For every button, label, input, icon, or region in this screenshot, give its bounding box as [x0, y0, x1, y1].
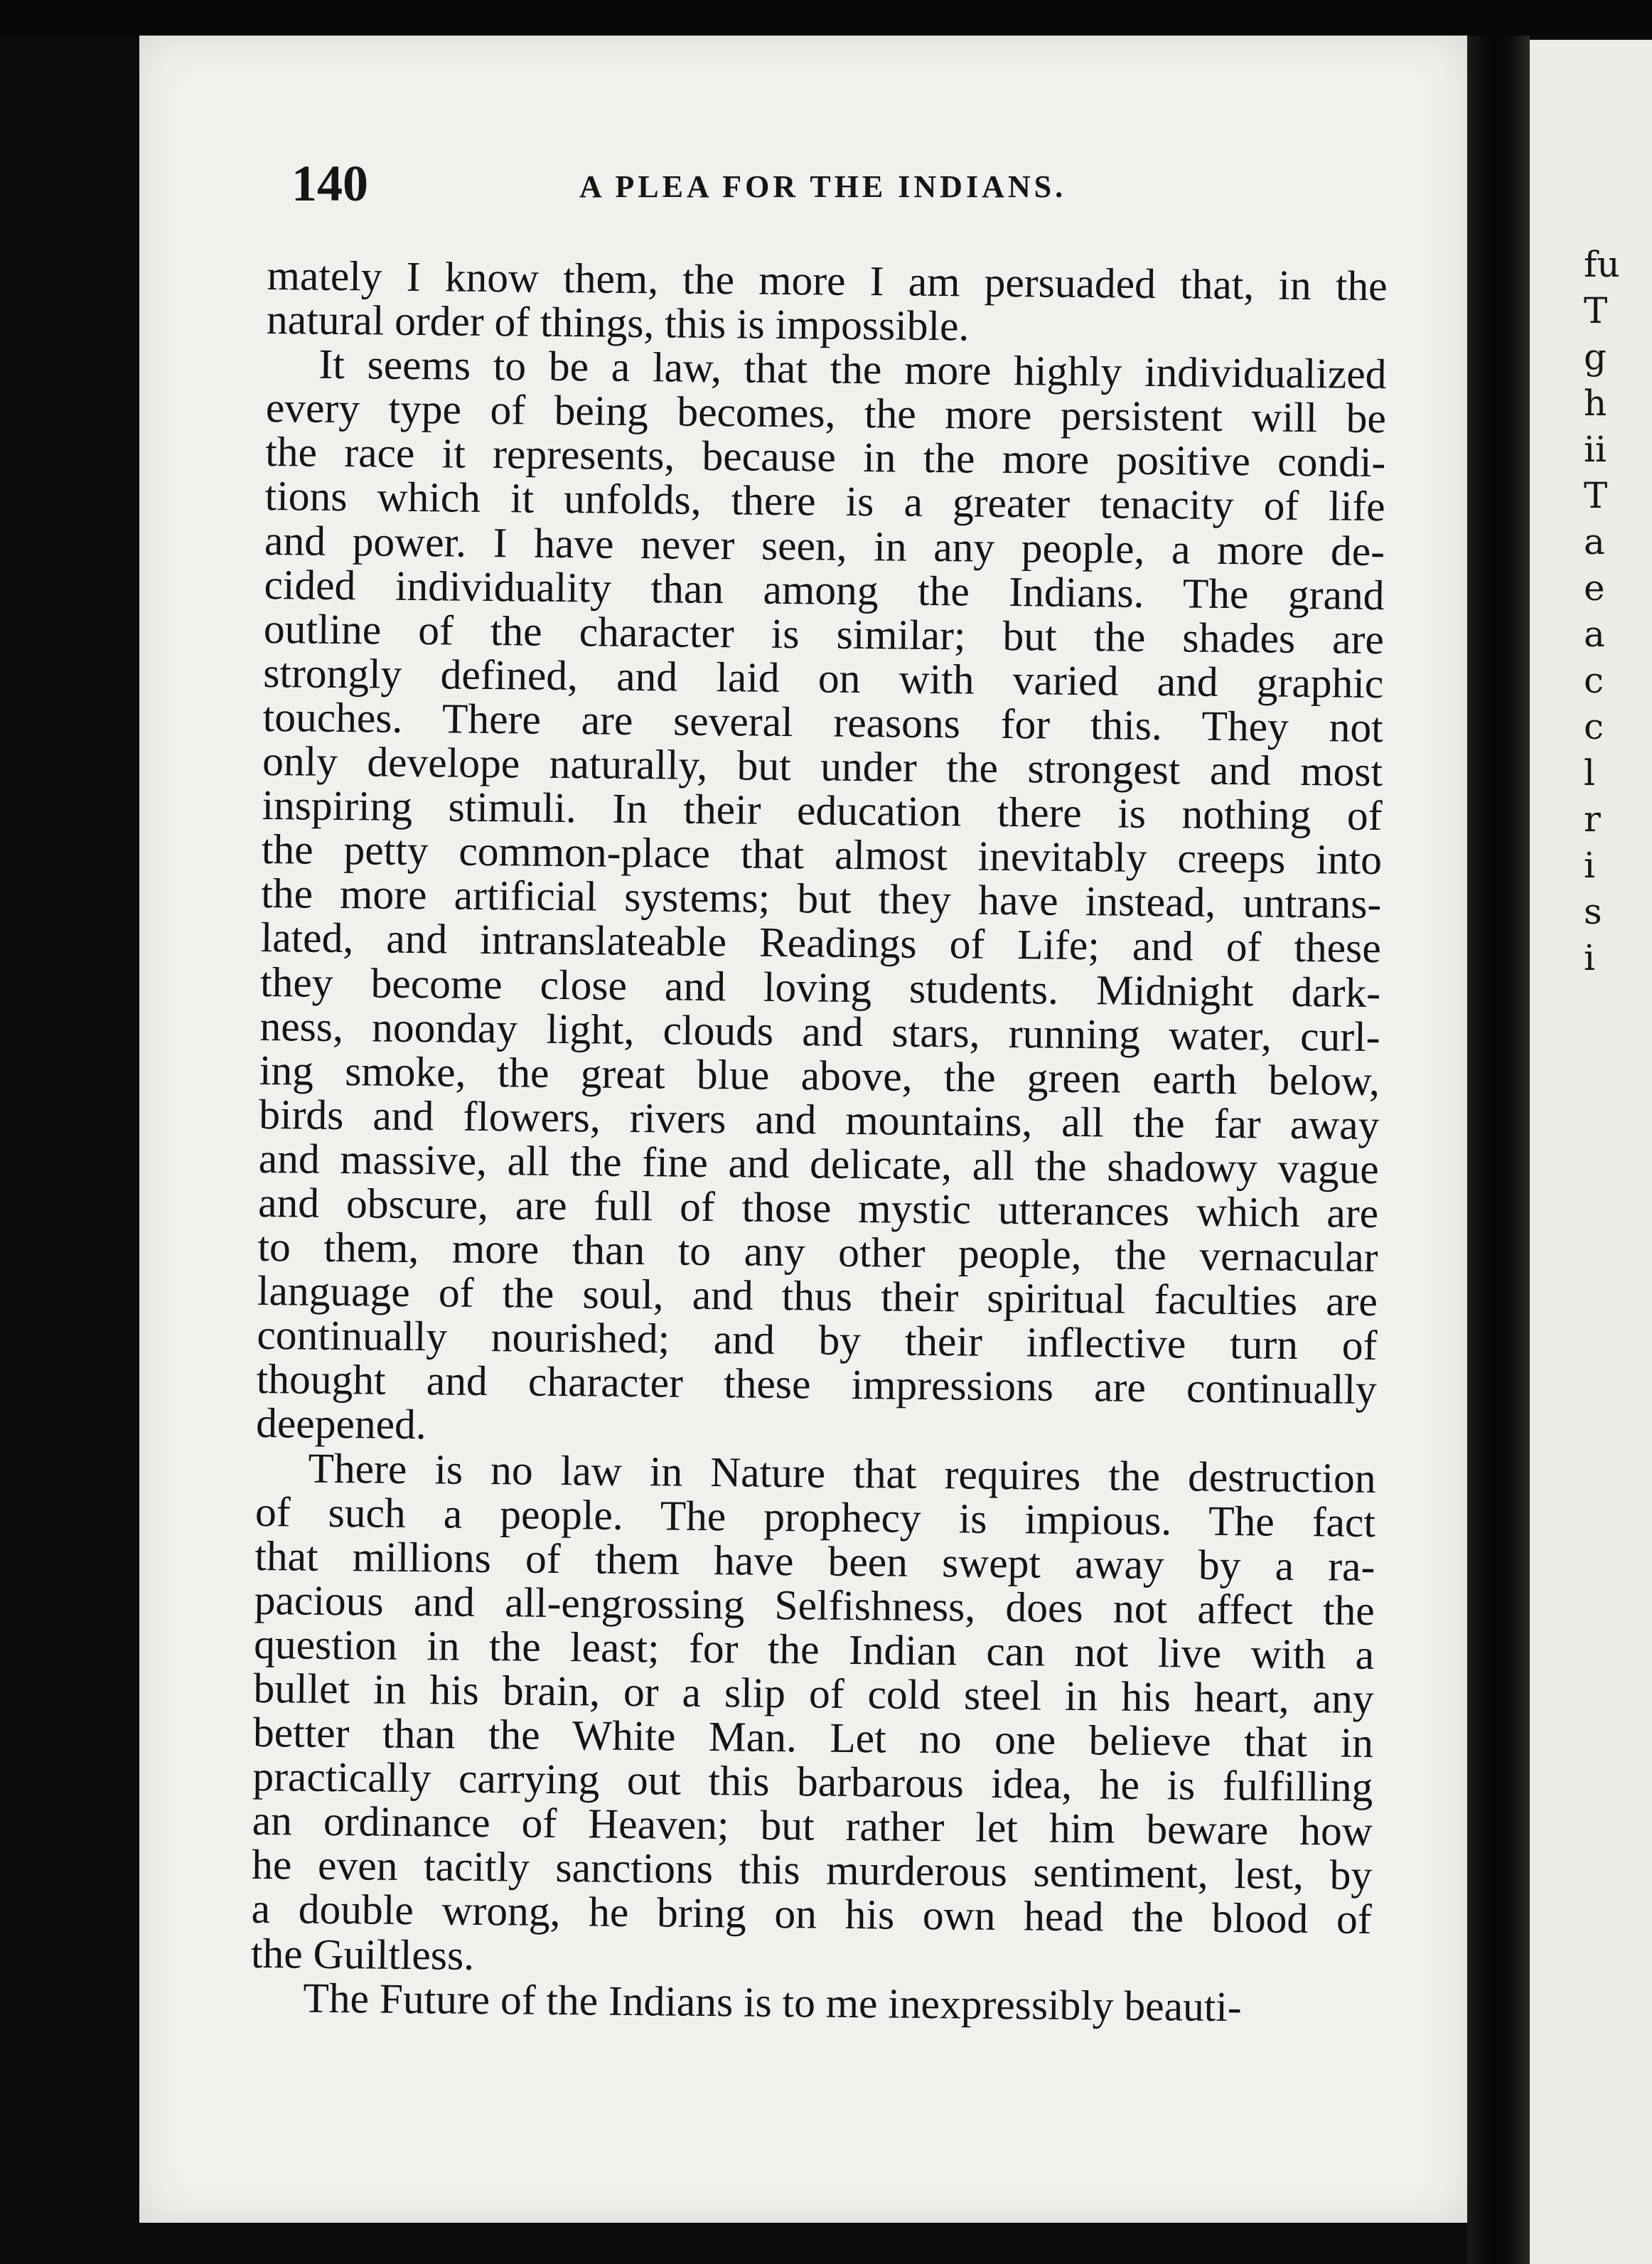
- paragraph: [251, 1445, 1376, 1985]
- facing-page-fragment: c: [1584, 706, 1604, 747]
- text-line: they become close and loving students. Midnight dark-: [259, 958, 1381, 1016]
- text-line: an ordinance of Heaven; but rather let him beware how: [252, 1797, 1373, 1855]
- facing-page-fragment: a: [1584, 521, 1605, 562]
- text-line: only develope naturally, but under the strongest and most: [262, 737, 1383, 796]
- text-line: question in the least; for the Indian can not live with a: [253, 1620, 1375, 1678]
- text-line: that millions of them have been swept away by a ra-: [254, 1532, 1375, 1590]
- text-line: ness, noonday light, clouds and stars, running water, curl-: [259, 1002, 1380, 1060]
- text-line: to them, more than to any other people, the vernacular: [257, 1222, 1378, 1281]
- text-line: and massive, all the fine and delicate, all the shadowy vague: [258, 1134, 1380, 1192]
- text-line: mately I know them, the more I am persuaded that, in the: [267, 252, 1388, 310]
- text-line: he even tacitly sanctions this murderous sentiment, lest, by: [251, 1841, 1373, 1899]
- facing-page-fragment: i: [1584, 937, 1595, 978]
- text-line: continually nourished; and by their inflective turn of: [257, 1311, 1378, 1369]
- text-line: There is no law in Nature that requires the destruction: [308, 1444, 1376, 1502]
- text-line: a double wrong, he bring on his own head the blood of: [251, 1885, 1372, 1943]
- text-line: touches. There are several reasons for this. They not: [262, 693, 1383, 752]
- text-line: the more artificial systems; but they have instead, untrans-: [261, 870, 1382, 928]
- text-line: cided individuality than among the Indians. The grand: [264, 560, 1385, 619]
- facing-page-fragment: l: [1584, 752, 1595, 794]
- text-line: the race it represents, because in the more positive condi-: [265, 428, 1386, 486]
- facing-page-text-fragments: [1584, 242, 1652, 981]
- text-line: tions which it unfolds, there is a greater tenacity of life: [264, 472, 1385, 530]
- text-line: of such a people. The prophecy is impious. The fact: [254, 1488, 1376, 1546]
- facing-page-fragment: i: [1584, 845, 1595, 886]
- paragraph: [256, 341, 1387, 1456]
- body-text: [250, 253, 1388, 2030]
- facing-page-fragment: c: [1584, 660, 1604, 701]
- text-line: ing smoke, the great blue above, the green earth below,: [259, 1046, 1380, 1104]
- facing-page-fragment: fu: [1584, 244, 1620, 285]
- text-line: and obscure, are full of those mystic utterances which are: [257, 1178, 1379, 1237]
- text-line: It seems to be a law, that the more highly individualized: [318, 340, 1387, 398]
- text-line: every type of being becomes, the more persistent will be: [265, 384, 1387, 442]
- facing-page-fragment: a: [1584, 614, 1605, 655]
- facing-page-fragment: T: [1584, 290, 1608, 331]
- text-line: bullet in his brain, or a slip of cold steel in his heart, any: [253, 1664, 1374, 1723]
- facing-page-fragment: r: [1584, 799, 1601, 840]
- paragraph: [250, 1975, 1371, 2030]
- facing-page-fragment: ii: [1584, 429, 1607, 470]
- text-line: better than the White Man. Let no one believe that in: [252, 1708, 1374, 1767]
- text-line: inspiring stimuli. In their education there is nothing of: [262, 781, 1383, 840]
- facing-page-fragment: s: [1584, 891, 1602, 932]
- facing-page-fragment: e: [1584, 567, 1605, 609]
- text-line: deepened.: [255, 1399, 427, 1448]
- binding-gutter: [1467, 36, 1530, 2264]
- text-line: language of the soul, and thus their spiritual faculties are: [257, 1267, 1378, 1325]
- text-line: outline of the character is similar; but the shades are: [263, 604, 1385, 663]
- text-line: birds and flowers, rivers and mountains, all the far away: [259, 1090, 1380, 1148]
- facing-page-fragment: g: [1584, 336, 1607, 378]
- running-title: A PLEA FOR THE INDIANS.: [579, 169, 1067, 204]
- text-line: practically carrying out this barbarous idea, he is fulfilling: [252, 1753, 1373, 1811]
- paragraph: [267, 253, 1388, 352]
- facing-page-fragment: h: [1584, 383, 1607, 424]
- text-line: lated, and intranslateable Readings of Life; and of these: [260, 914, 1382, 972]
- text-line: thought and character these impressions are continually: [256, 1355, 1378, 1414]
- text-line: pacious and all-engrossing Selfishness, does not affect the: [254, 1576, 1375, 1634]
- running-head: [291, 154, 1400, 213]
- scan-top-border: [0, 0, 1652, 37]
- text-line: The Future of the Indians is to me inexpressibly beauti-: [303, 1974, 1242, 2030]
- page-number: 140: [291, 155, 368, 212]
- text-line: strongly defined, and laid on with varied and graphic: [263, 648, 1384, 707]
- facing-page-fragment: T: [1584, 475, 1608, 516]
- text-line: and power. I have never seen, in any people, a more de-: [264, 516, 1385, 575]
- text-line: natural order of things, this is impossible.: [266, 296, 970, 350]
- text-line: the petty common-place that almost inevitably creeps into: [261, 826, 1383, 884]
- text-line: the Guiltless.: [250, 1929, 475, 1979]
